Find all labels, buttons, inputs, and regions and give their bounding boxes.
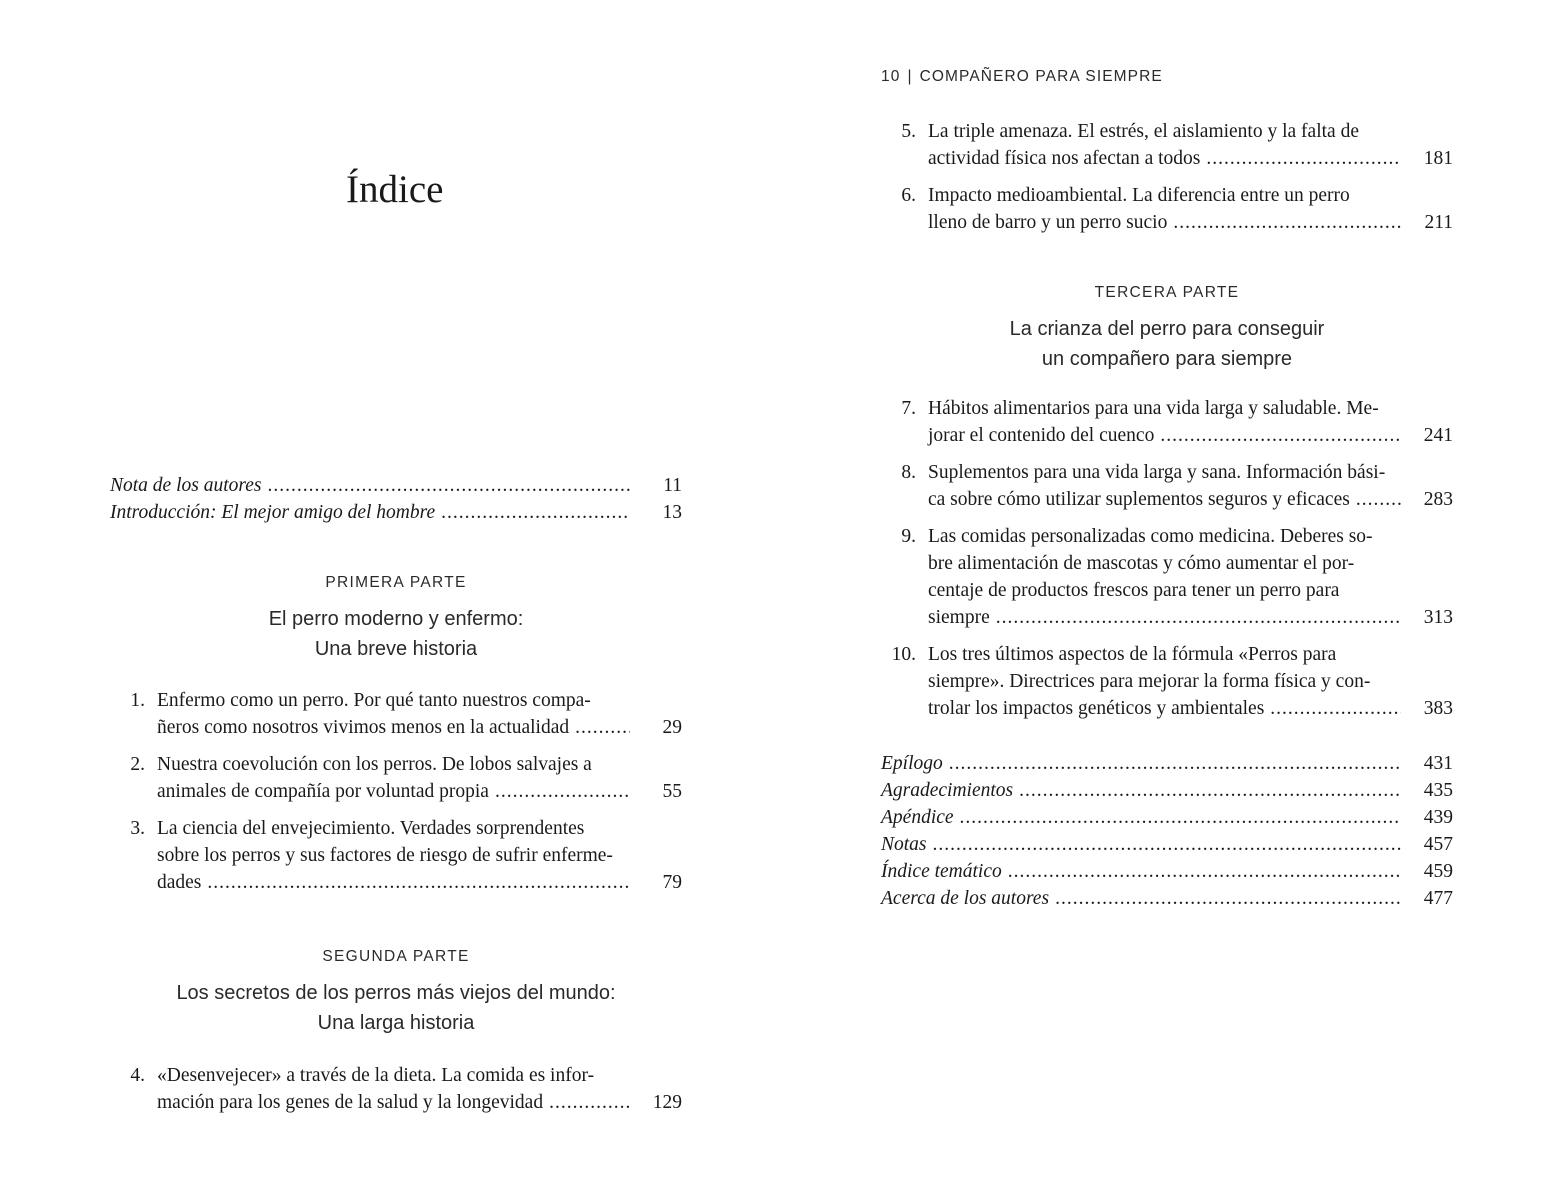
chapter-text-last: animales de compañía por voluntad propia bbox=[157, 781, 489, 802]
toc-page-number: 313 bbox=[1423, 607, 1453, 628]
chapter-number: 3. bbox=[130, 818, 145, 839]
chapter-text-line: Hábitos alimentarios para una vida larga y saludable. Me- bbox=[928, 398, 1379, 419]
running-head-separator: | bbox=[907, 68, 913, 85]
toc-entry-chapter-5[interactable] bbox=[901, 118, 1453, 172]
leader-dots bbox=[207, 869, 630, 896]
part-label: TERCERA PARTE bbox=[1094, 284, 1240, 301]
part-title-line: Los secretos de los perros más viejos del mundo: bbox=[176, 982, 616, 1004]
folio-number: 10 bbox=[881, 68, 901, 85]
chapter-number: 7. bbox=[901, 398, 916, 419]
leader-dots bbox=[1055, 885, 1401, 912]
chapter-text-last: actividad física nos afectan a todos bbox=[928, 148, 1201, 169]
chapter-text-last: jorar el contenido del cuenco bbox=[928, 425, 1155, 446]
chapter-text-line: «Desenvejecer» a través de la dieta. La comida es infor- bbox=[157, 1065, 595, 1086]
leader-dots bbox=[1356, 486, 1401, 513]
toc-entry-indice-tematico[interactable] bbox=[881, 858, 1453, 885]
chapter-text-last: lleno de barro y un perro sucio bbox=[928, 212, 1168, 233]
toc-entry-chapter-8[interactable] bbox=[901, 459, 1453, 513]
chapter-text-line: Enfermo como un perro. Por qué tanto nuestros compa- bbox=[157, 690, 591, 711]
leader-dots bbox=[949, 750, 1401, 777]
leader-dots bbox=[495, 778, 630, 805]
toc-page-number: 181 bbox=[1423, 148, 1453, 169]
leader-dots bbox=[960, 804, 1401, 831]
toc-entry-chapter-7[interactable] bbox=[901, 395, 1453, 449]
toc-page-number: 477 bbox=[1423, 888, 1453, 909]
leader-dots bbox=[268, 472, 631, 499]
chapter-text-line: centaje de productos frescos para tener un perro para bbox=[928, 580, 1340, 601]
toc-entry-chapter-4[interactable] bbox=[130, 1062, 682, 1116]
right-page bbox=[780, 0, 1560, 1200]
toc-entry-chapter-10[interactable] bbox=[891, 641, 1453, 722]
chapter-text-line: Nuestra coevolución con los perros. De lobos salvajes a bbox=[157, 754, 592, 775]
toc-entry-label: Acerca de los autores bbox=[881, 888, 1050, 909]
toc-entry-nota[interactable] bbox=[110, 472, 682, 499]
part-title-line: Una larga historia bbox=[317, 1012, 475, 1034]
part-heading-3 bbox=[881, 282, 1453, 374]
chapter-number: 10. bbox=[891, 644, 916, 665]
chapter-number: 1. bbox=[130, 690, 145, 711]
chapter-list-part2-continued bbox=[901, 118, 1453, 236]
chapter-number: 4. bbox=[130, 1065, 145, 1086]
toc-entry-chapter-6[interactable] bbox=[901, 182, 1453, 236]
chapter-list-part2 bbox=[130, 1062, 682, 1116]
part-title bbox=[881, 314, 1453, 374]
leader-dots bbox=[1160, 422, 1401, 449]
toc-entry-chapter-2[interactable] bbox=[130, 751, 682, 805]
toc-entry-acerca-de-los-autores[interactable] bbox=[881, 885, 1453, 912]
part-title-line: La crianza del perro para conseguir bbox=[1009, 318, 1325, 340]
part-title-line: un compañero para siempre bbox=[1041, 348, 1293, 370]
part-title-line: Una breve historia bbox=[314, 638, 478, 660]
toc-page-number: 241 bbox=[1423, 425, 1453, 446]
toc-entry-introduccion[interactable] bbox=[110, 499, 682, 526]
chapter-list-part3 bbox=[891, 395, 1453, 722]
chapter-text-line: Suplementos para una vida larga y sana. Información bási- bbox=[928, 462, 1386, 483]
part-label: PRIMERA PARTE bbox=[325, 574, 467, 591]
leader-dots bbox=[441, 499, 630, 526]
toc-page-number: 129 bbox=[652, 1092, 682, 1113]
toc-page-number: 13 bbox=[662, 502, 682, 523]
chapter-text-line: siempre». Directrices para mejorar la forma física y con- bbox=[928, 671, 1371, 692]
toc-page-number: 459 bbox=[1423, 861, 1453, 882]
chapter-text-last: siempre bbox=[928, 607, 990, 628]
part-title-line: El perro moderno y enfermo: bbox=[268, 608, 524, 630]
chapter-text-last: mación para los genes de la salud y la longevidad bbox=[157, 1092, 544, 1113]
toc-page-number: 79 bbox=[662, 872, 682, 893]
toc-page-number: 431 bbox=[1423, 753, 1453, 774]
leader-dots bbox=[1173, 209, 1401, 236]
leader-dots bbox=[549, 1089, 630, 1116]
chapter-text-last: ñeros como nosotros vivimos menos en la actualidad bbox=[157, 717, 570, 738]
toc-entry-label: Introducción: El mejor amigo del hombre bbox=[110, 502, 436, 523]
chapter-number: 5. bbox=[901, 121, 916, 142]
chapter-text-line: Las comidas personalizadas como medicina. Deberes so- bbox=[928, 526, 1373, 547]
toc-entry-label: Índice temático bbox=[881, 861, 1002, 882]
chapter-text-last: trolar los impactos genéticos y ambientales bbox=[928, 698, 1265, 719]
running-head bbox=[881, 66, 1163, 88]
chapter-text-line: Los tres últimos aspectos de la fórmula «Perros para bbox=[928, 644, 1337, 665]
chapter-text-line: La ciencia del envejecimiento. Verdades sorprendentes bbox=[157, 818, 585, 839]
chapter-number: 9. bbox=[901, 526, 916, 547]
chapter-number: 2. bbox=[130, 754, 145, 775]
chapter-text-last: ca sobre cómo utilizar suplementos seguros y eficaces bbox=[928, 489, 1350, 510]
leader-dots bbox=[575, 714, 630, 741]
front-matter-list bbox=[110, 472, 682, 526]
leader-dots bbox=[996, 604, 1401, 631]
toc-entry-label: Nota de los autores bbox=[110, 475, 262, 496]
part-label: SEGUNDA PARTE bbox=[322, 948, 470, 965]
toc-entry-epilogo[interactable] bbox=[881, 750, 1453, 777]
leader-dots bbox=[1008, 858, 1401, 885]
toc-page-number: 435 bbox=[1423, 780, 1453, 801]
toc-entry-label: Notas bbox=[881, 834, 927, 855]
chapter-text-line: Impacto medioambiental. La diferencia entre un perro bbox=[928, 185, 1350, 206]
leader-dots bbox=[1019, 777, 1401, 804]
toc-page-number: 283 bbox=[1423, 489, 1453, 510]
chapter-text-line: La triple amenaza. El estrés, el aislamiento y la falta de bbox=[928, 121, 1359, 142]
toc-entry-apendice[interactable] bbox=[881, 804, 1453, 831]
toc-entry-label: Agradecimientos bbox=[881, 780, 1014, 801]
running-head-title: COMPAÑERO PARA SIEMPRE bbox=[919, 68, 1163, 85]
chapter-text-last: dades bbox=[157, 872, 202, 893]
chapter-number: 6. bbox=[901, 185, 916, 206]
leader-dots bbox=[1206, 145, 1401, 172]
toc-entry-label: Apéndice bbox=[881, 807, 954, 828]
toc-page-number: 11 bbox=[663, 475, 682, 496]
part-title bbox=[110, 978, 682, 1038]
toc-entry-notas[interactable] bbox=[881, 831, 1453, 858]
chapter-list-part1 bbox=[130, 687, 682, 896]
page-title: Índice bbox=[346, 168, 444, 211]
toc-entry-agradecimientos[interactable] bbox=[881, 777, 1453, 804]
leader-dots bbox=[933, 831, 1401, 858]
chapter-number: 8. bbox=[901, 462, 916, 483]
part-heading-1 bbox=[110, 572, 682, 664]
toc-page-number: 383 bbox=[1423, 698, 1453, 719]
back-matter-list bbox=[881, 750, 1453, 912]
toc-page-number: 29 bbox=[662, 717, 682, 738]
leader-dots bbox=[1270, 695, 1401, 722]
toc-entry-label: Epílogo bbox=[881, 753, 943, 774]
toc-page-number: 439 bbox=[1423, 807, 1453, 828]
chapter-text-line: bre alimentación de mascotas y cómo aumentar el por- bbox=[928, 553, 1355, 574]
part-heading-2 bbox=[110, 946, 682, 1038]
toc-page-number: 457 bbox=[1423, 834, 1453, 855]
toc-entry-chapter-3[interactable] bbox=[130, 815, 682, 896]
chapter-text-line: sobre los perros y sus factores de riesgo de sufrir enferme- bbox=[157, 845, 613, 866]
toc-entry-chapter-9[interactable] bbox=[901, 523, 1453, 631]
toc-entry-chapter-1[interactable] bbox=[130, 687, 682, 741]
toc-page-number: 55 bbox=[662, 781, 682, 802]
part-title bbox=[110, 604, 682, 664]
toc-page-number: 211 bbox=[1424, 212, 1453, 233]
